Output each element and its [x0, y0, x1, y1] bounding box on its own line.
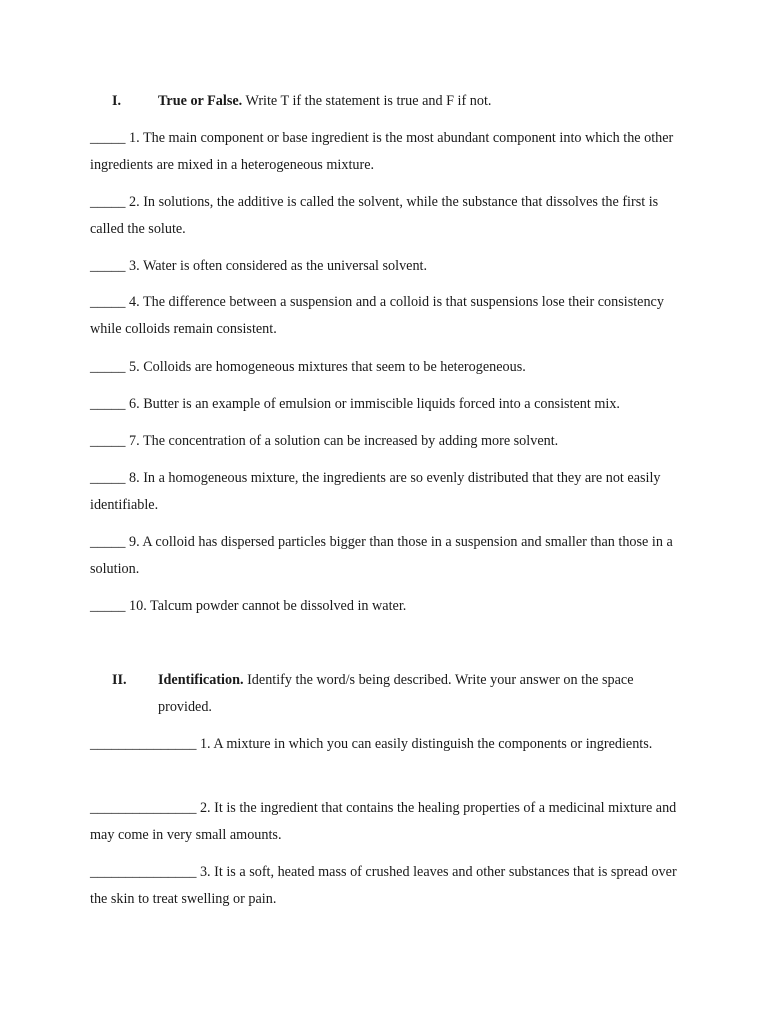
item-statement: The difference between a suspension and a colloid is that suspensions lose their consistency while colloids remain consistent. — [90, 294, 668, 337]
answer-blank[interactable]: _____ — [90, 470, 126, 486]
true-false-item-4 — [90, 289, 690, 342]
item-number: 2. — [129, 194, 140, 210]
answer-blank[interactable]: _____ — [90, 534, 126, 550]
section-1-title: True or False. — [158, 93, 243, 109]
item-statement: Butter is an example of emulsion or immiscible liquids forced into a consistent mix. — [143, 396, 620, 412]
item-number: 9. — [129, 534, 140, 550]
section-2-title: Identification. — [158, 672, 244, 688]
item-statement: Water is often considered as the universal solvent. — [142, 258, 428, 274]
item-number: 3. — [129, 258, 140, 274]
item-statement: A colloid has dispersed particles bigger than those in a suspension and smaller than those in a solution. — [90, 534, 677, 577]
item-description: It is a soft, heated mass of crushed leaves and other substances that is spread over the skin to treat swelling or pain. — [90, 864, 681, 907]
item-number: 4. — [129, 294, 140, 310]
true-false-item-3 — [90, 253, 690, 280]
item-number: 10. — [129, 598, 147, 614]
section-2-numeral: II. — [112, 672, 127, 688]
item-number: 1. — [199, 736, 211, 752]
item-statement: Talcum powder cannot be dissolved in water. — [150, 598, 407, 614]
true-false-item-8 — [90, 465, 690, 518]
section-2-heading-text — [158, 667, 688, 721]
answer-blank[interactable]: _____ — [90, 598, 126, 614]
true-false-item-9 — [90, 529, 690, 582]
item-statement: In a homogeneous mixture, the ingredients are so evenly distributed that they are not easily identifiable. — [90, 470, 665, 513]
item-number: 5. — [129, 359, 140, 375]
true-false-item-10 — [90, 593, 690, 620]
section-1-heading-text — [158, 88, 688, 115]
true-false-item-6 — [90, 391, 690, 418]
identification-item-2 — [90, 795, 690, 848]
item-number: 2. — [199, 800, 211, 816]
section-2-instruction: Identify the word/s being described. Write your answer on the space provided. — [158, 672, 634, 715]
answer-blank[interactable]: _______________ — [90, 800, 197, 816]
answer-blank[interactable]: _____ — [90, 130, 126, 146]
item-statement: The concentration of a solution can be increased by adding more solvent. — [142, 433, 559, 449]
item-number: 8. — [129, 470, 140, 486]
true-false-item-7 — [90, 428, 690, 455]
answer-blank[interactable]: _____ — [90, 258, 126, 274]
section-1-instruction: Write T if the statement is true and F if not. — [242, 93, 492, 109]
item-number: 1. — [129, 130, 140, 146]
item-description: A mixture in which you can easily distinguish the components or ingredients. — [213, 736, 653, 752]
item-description: It is the ingredient that contains the healing properties of a medicinal mixture and may come in very small amounts. — [90, 800, 680, 843]
answer-blank[interactable]: _____ — [90, 194, 126, 210]
item-number: 6. — [129, 396, 140, 412]
item-statement: The main component or base ingredient is the most abundant component into which the other ingredients are mixed in a heterogeneous mixture. — [90, 130, 677, 173]
identification-item-1 — [90, 731, 690, 758]
true-false-item-2 — [90, 189, 690, 242]
answer-blank[interactable]: _____ — [90, 396, 126, 412]
item-number: 7. — [129, 433, 140, 449]
true-false-item-1 — [90, 125, 690, 178]
answer-blank[interactable]: _____ — [90, 433, 126, 449]
section-1-numeral: I. — [112, 93, 122, 109]
identification-item-3 — [90, 859, 690, 912]
item-statement: In solutions, the additive is called the solvent, while the substance that dissolves the first is called the solute. — [90, 194, 662, 237]
answer-blank[interactable]: _____ — [90, 294, 126, 310]
answer-blank[interactable]: _______________ — [90, 864, 197, 880]
answer-blank[interactable]: _______________ — [90, 736, 197, 752]
item-statement: Colloids are homogeneous mixtures that seem to be heterogeneous. — [143, 359, 526, 375]
true-false-item-5 — [90, 354, 690, 381]
answer-blank[interactable]: _____ — [90, 359, 126, 375]
item-number: 3. — [199, 864, 211, 880]
